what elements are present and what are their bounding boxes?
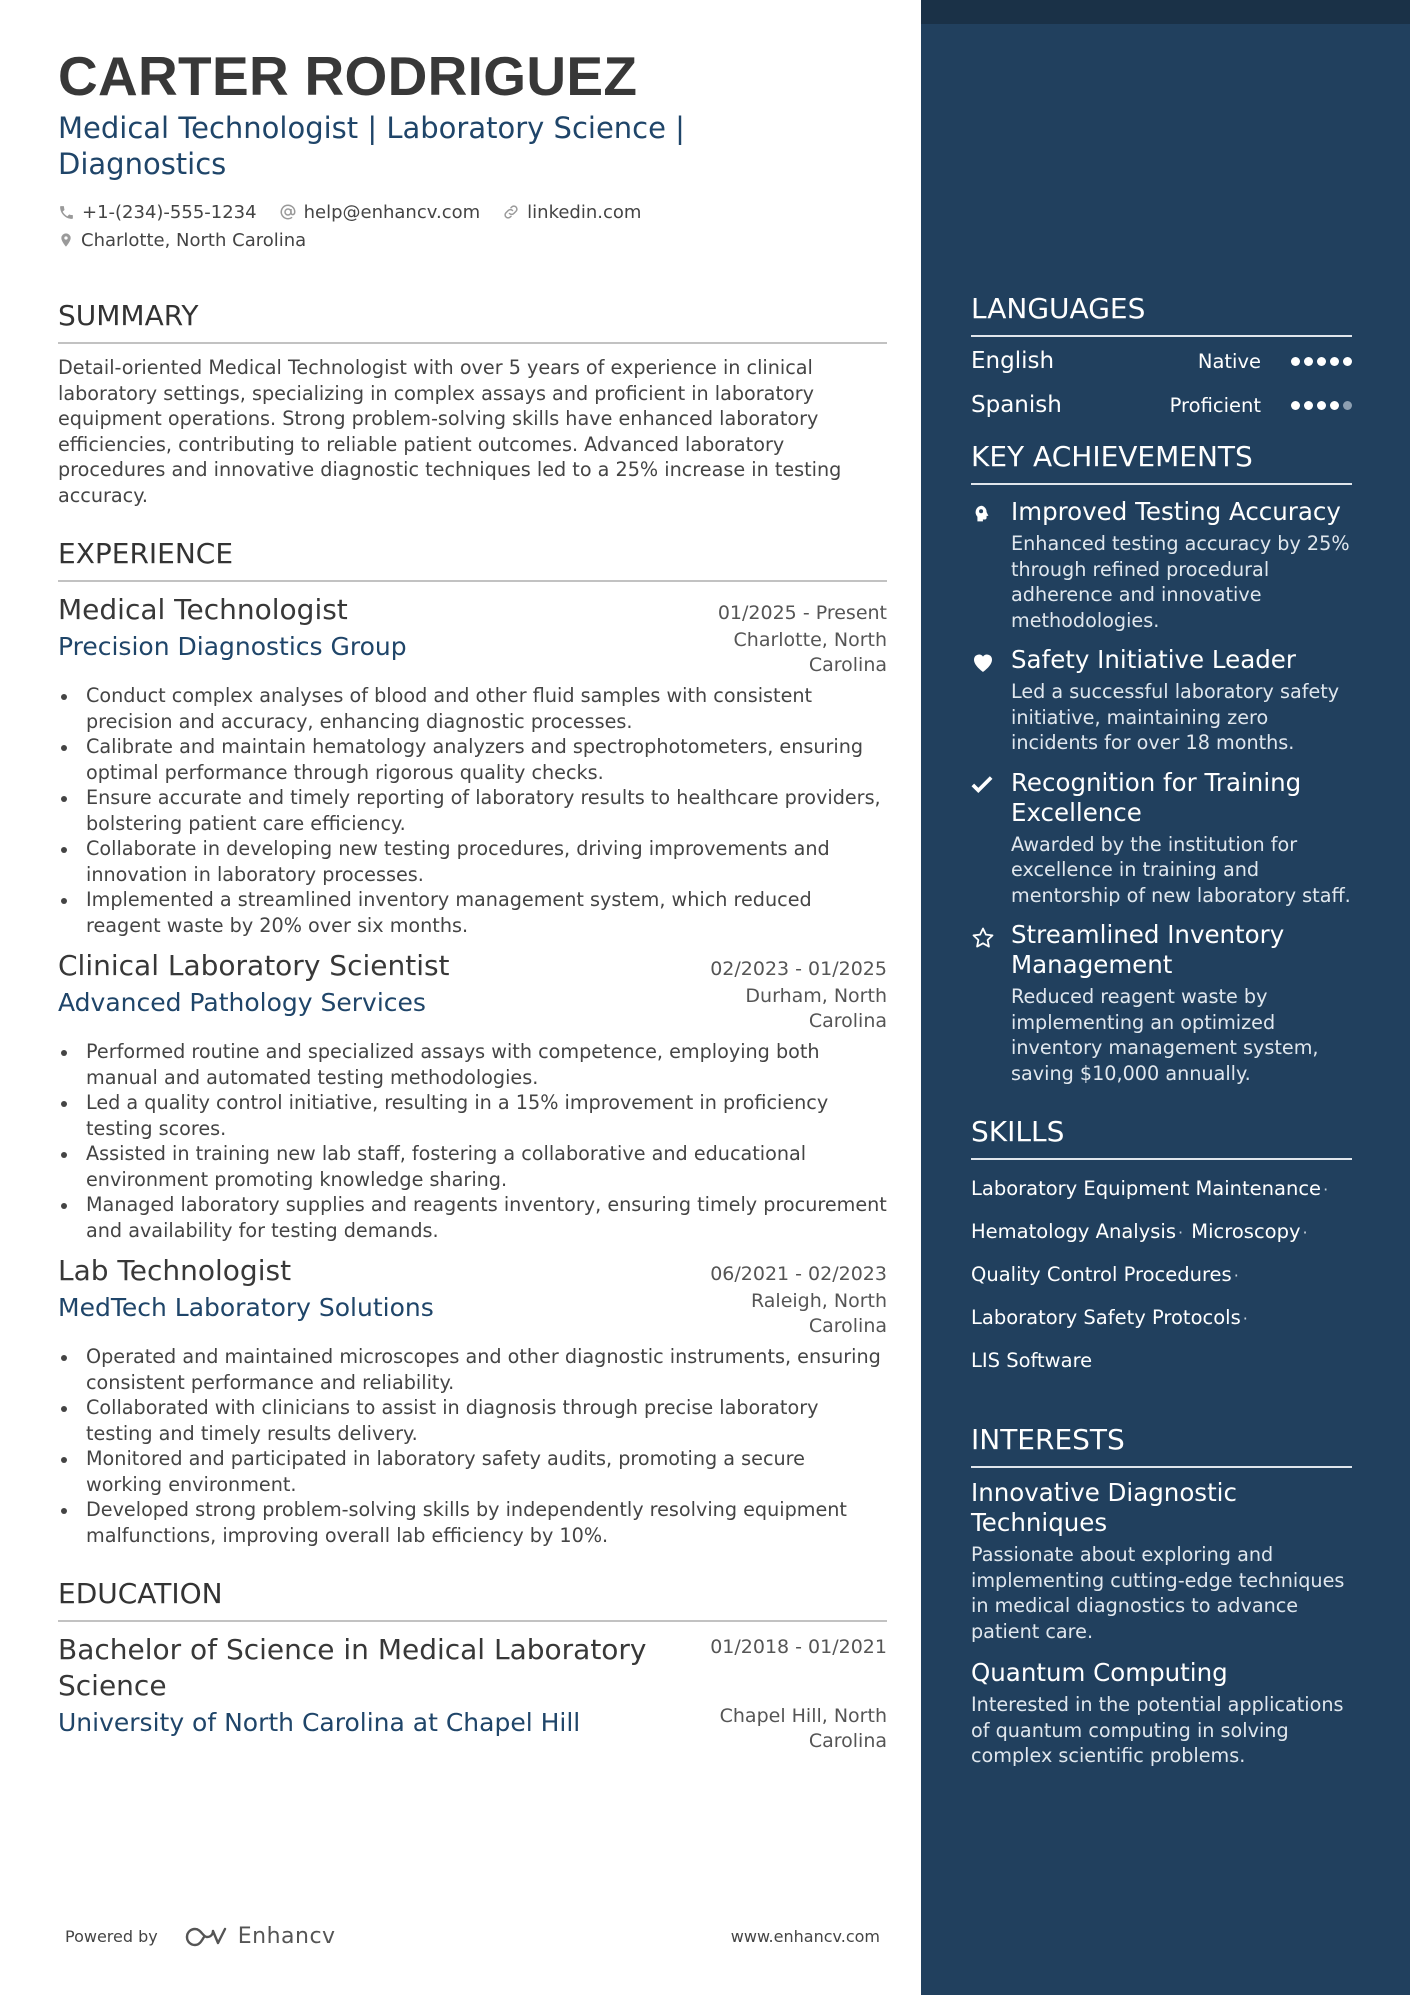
language-name: English: [971, 348, 1055, 374]
job-entry: [58, 1253, 887, 1548]
skill-separator: ·: [1302, 1223, 1308, 1242]
rating-dot: [1291, 401, 1300, 410]
education-entry: [58, 1632, 887, 1754]
experience-section: [58, 536, 887, 1548]
star-icon: [971, 926, 995, 950]
languages-section: [971, 291, 1352, 427]
job-dates: 02/2023 - 01/2025: [710, 958, 887, 980]
education-location: Chapel Hill, North Carolina: [719, 1705, 887, 1752]
languages-heading: LANGUAGES: [971, 291, 1352, 337]
skill-separator: ·: [1242, 1309, 1248, 1328]
education-heading: EDUCATION: [58, 1576, 887, 1622]
at-icon: [279, 203, 297, 221]
achievement-item: [971, 920, 1352, 1086]
achievements-heading: KEY ACHIEVEMENTS: [971, 439, 1352, 485]
location-pin-icon: [58, 231, 74, 249]
footer: [65, 1924, 880, 1949]
sidebar-top-bar: [921, 0, 1410, 24]
job-company: Advanced Pathology Services: [58, 988, 426, 1017]
job-bullets: [58, 683, 887, 938]
skills-section: [971, 1114, 1352, 1382]
language-level: Native: [1197, 349, 1261, 373]
email-text: help@enhancv.com: [303, 201, 481, 223]
job-location: Charlotte, North Carolina: [733, 629, 887, 676]
skill-separator: ·: [1323, 1180, 1329, 1199]
phone-text: +1-(234)-555-1234: [82, 201, 257, 223]
location-text: Charlotte, North Carolina: [81, 229, 307, 251]
education-school: University of North Carolina at Chapel Hill: [58, 1708, 581, 1737]
achievement-desc: Enhanced testing accuracy by 25% through refined procedural adherence and innovative methodologies.: [1011, 532, 1350, 632]
rating-dot: [1304, 357, 1313, 366]
job-bullet: Assisted in training new lab staff, fostering a collaborative and educational environment promoting knowledge sharing.: [58, 1141, 887, 1192]
link-icon: [502, 203, 520, 221]
job-dates: 06/2021 - 02/2023: [710, 1263, 887, 1285]
job-bullet: Performed routine and specialized assays with competence, employing both manual and automated testing methodologies.: [58, 1039, 887, 1090]
interests-heading: INTERESTS: [971, 1422, 1352, 1468]
candidate-title: Medical Technologist | Laboratory Science | Diagnostics: [58, 111, 685, 181]
skill-item: Hematology Analysis: [971, 1220, 1176, 1243]
job-company: Precision Diagnostics Group: [58, 632, 407, 661]
job-bullet: Collaborate in developing new testing procedures, driving improvements and innovation in laboratory processes.: [58, 836, 887, 887]
language-name: Spanish: [971, 392, 1062, 418]
skill-item: Microscopy: [1191, 1220, 1301, 1243]
powered-by-text: Powered by: [65, 1927, 158, 1946]
education-dates: 01/2018 - 01/2021: [710, 1636, 887, 1658]
job-bullet: Implemented a streamlined inventory management system, which reduced reagent waste by 20% over six months.: [58, 887, 887, 938]
phone-icon: [58, 204, 75, 221]
summary-section: [58, 298, 887, 508]
achievement-item: [971, 645, 1352, 756]
interest-desc: Interested in the potential applications of quantum computing in solving complex scientific problems.: [971, 1693, 1344, 1767]
skill-separator: ·: [1178, 1223, 1184, 1242]
rating-dot: [1330, 401, 1339, 410]
linkedin-contact[interactable]: [502, 202, 641, 223]
job-bullet: Conduct complex analyses of blood and other fluid samples with consistent precision and accuracy, enhancing diagnostic processes.: [58, 683, 887, 734]
rating-dot: [1317, 401, 1326, 410]
job-role: Clinical Laboratory Scientist: [58, 949, 450, 982]
footer-url[interactable]: www.enhancv.com: [730, 1927, 880, 1946]
rating-dot: [1330, 357, 1339, 366]
summary-text: Detail-oriented Medical Technologist with over 5 years of experience in clinical laboratory settings, specializing in complex assays and proficient in laboratory equipment operations. Strong problem-solving skills have enhanced laboratory efficiencies, contributing to reliable patient outcomes. Advanced laboratory procedures and innovative diagnostic techniques led to a 25% increase in testing accuracy.: [58, 356, 842, 507]
achievement-desc: Reduced reagent waste by implementing an optimized inventory management system, saving $10,000 annually.: [1011, 985, 1319, 1085]
job-entry: [58, 592, 887, 938]
rating-dot: [1291, 357, 1300, 366]
achievement-title: Improved Testing Accuracy: [1011, 497, 1341, 526]
achievement-desc: Led a successful laboratory safety initiative, maintaining zero incidents for over 18 months.: [1011, 680, 1340, 754]
skill-item: Quality Control Procedures: [971, 1263, 1232, 1286]
achievements-section: [971, 439, 1352, 1086]
heart-icon: [971, 651, 995, 673]
achievement-item: [971, 497, 1352, 633]
job-bullets: [58, 1039, 887, 1243]
interest-desc: Passionate about exploring and implementing cutting-edge techniques in medical diagnostics to advance patient care.: [971, 1543, 1345, 1643]
brain-icon: [971, 503, 993, 525]
achievement-desc: Awarded by the institution for excellence in training and mentorship of new laboratory staff.: [1011, 832, 1351, 907]
education-section: [58, 1576, 887, 1754]
interest-title: Innovative Diagnostic Techniques: [971, 1478, 1237, 1537]
job-dates: 01/2025 - Present: [717, 602, 887, 624]
interest-item: [971, 1658, 1352, 1769]
achievement-title: Streamlined Inventory Management: [1011, 920, 1285, 979]
job-role: Lab Technologist: [58, 1254, 292, 1287]
language-rating: [1291, 357, 1352, 366]
job-bullet: Calibrate and maintain hematology analyzers and spectrophotometers, ensuring optimal performance through rigorous quality checks.: [58, 734, 887, 785]
job-entry: [58, 948, 887, 1243]
phone-contact[interactable]: [58, 202, 257, 223]
skill-item: LIS Software: [971, 1349, 1093, 1372]
rating-dot: [1343, 357, 1352, 366]
language-item: [971, 383, 1352, 427]
enhancv-brand: Enhancv: [237, 1924, 336, 1949]
language-item: [971, 339, 1352, 383]
linkedin-text: linkedin.com: [527, 201, 642, 223]
job-bullets: [58, 1344, 887, 1548]
interest-item: [971, 1478, 1352, 1644]
job-company: MedTech Laboratory Solutions: [58, 1293, 434, 1322]
rating-dot: [1343, 401, 1352, 410]
rating-dot: [1317, 357, 1326, 366]
location-contact: [58, 230, 306, 251]
experience-heading: EXPERIENCE: [58, 536, 887, 582]
skills-list: [971, 1168, 1352, 1382]
interests-section: [971, 1422, 1352, 1769]
candidate-name: CARTER RODRIGUEZ: [58, 45, 638, 107]
job-bullet: Led a quality control initiative, resulting in a 15% improvement in proficiency testing scores.: [58, 1090, 887, 1141]
rating-dot: [1304, 401, 1313, 410]
skill-item: Laboratory Equipment Maintenance: [971, 1177, 1322, 1200]
skill-separator: ·: [1233, 1266, 1239, 1285]
job-bullet: Operated and maintained microscopes and other diagnostic instruments, ensuring consistent performance and reliability.: [58, 1344, 887, 1395]
achievement-title: Recognition for Training Excellence: [1011, 767, 1302, 827]
check-icon: [971, 774, 993, 794]
education-degree: Bachelor of Science in Medical Laboratory Science: [58, 1633, 647, 1702]
job-bullet: Developed strong problem-solving skills by independently resolving equipment malfunctions, improving overall lab efficiency by 10%.: [58, 1497, 887, 1548]
summary-heading: SUMMARY: [58, 298, 887, 344]
job-bullet: Ensure accurate and timely reporting of laboratory results to healthcare providers, bolstering patient care efficiency.: [58, 785, 887, 836]
job-location: Raleigh, North Carolina: [751, 1290, 887, 1337]
sidebar: [921, 0, 1410, 1995]
job-location: Durham, North Carolina: [745, 985, 887, 1032]
language-level: Proficient: [1169, 393, 1261, 417]
achievement-item: [971, 768, 1352, 909]
job-bullet: Monitored and participated in laboratory safety audits, promoting a secure working environment.: [58, 1446, 887, 1497]
email-contact[interactable]: [279, 202, 481, 223]
language-rating: [1291, 401, 1352, 410]
enhancv-logo-icon: [184, 1925, 230, 1949]
contact-info: [58, 198, 887, 254]
interest-title: Quantum Computing: [971, 1658, 1228, 1687]
achievement-title: Safety Initiative Leader: [1011, 645, 1296, 674]
job-bullet: Managed laboratory supplies and reagents inventory, ensuring timely procurement and availability for testing demands.: [58, 1192, 887, 1243]
skill-item: Laboratory Safety Protocols: [971, 1306, 1241, 1329]
job-role: Medical Technologist: [58, 593, 348, 626]
job-bullet: Collaborated with clinicians to assist in diagnosis through precise laboratory testing and timely results delivery.: [58, 1395, 887, 1446]
skills-heading: SKILLS: [971, 1114, 1352, 1160]
